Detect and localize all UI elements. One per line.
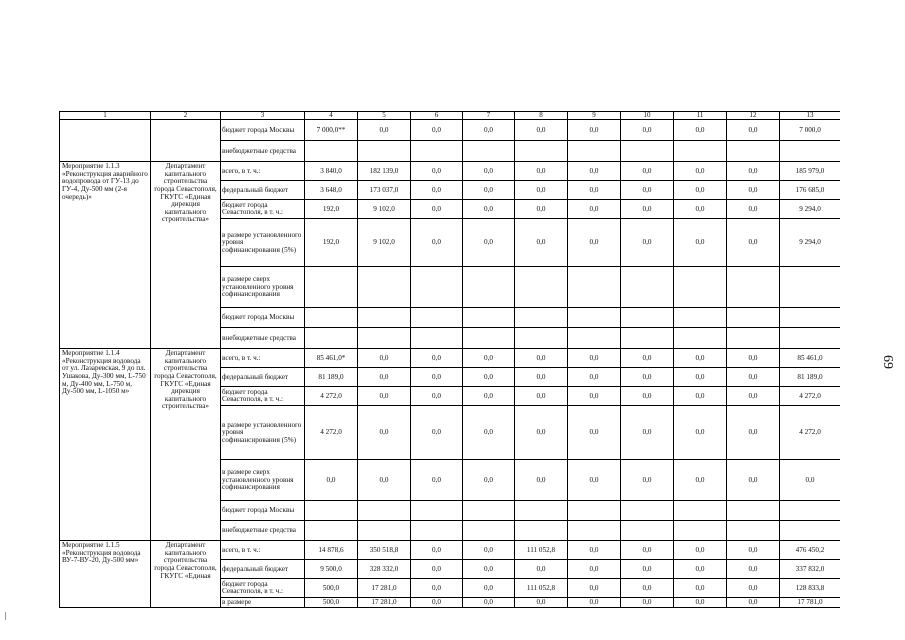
value-cell [463, 141, 515, 162]
value-cell [463, 501, 515, 521]
value-cell [411, 501, 463, 521]
activity-cell [60, 120, 151, 162]
funding-source-cell: внебюджетные средства [221, 141, 305, 162]
department-cell: Департамент капитального строительства города Севастополя, ГКУГС «Единая дирекция капитального строительства» [151, 162, 221, 349]
value-cell: 85 461,0* [305, 349, 358, 368]
activity-cell: Мероприятие 1.1.4 «Реконструкция водовода от ул. Лазаревская, 9 до пл. Ушакова, Ду-300 мм, L-750 м, Ду-400 мм, L-750 м, Ду-500 мм, L-1050 м» [60, 349, 151, 541]
value-cell [568, 521, 621, 541]
value-cell [780, 521, 841, 541]
value-cell: 111 052,8 [515, 579, 568, 598]
value-cell: 9 102,0 [358, 200, 411, 219]
value-cell: 4 272,0 [780, 406, 841, 460]
value-cell: 111 052,8 [515, 541, 568, 560]
value-cell: 0,0 [621, 579, 674, 598]
value-cell: 14 878,6 [305, 541, 358, 560]
value-cell: 192,0 [305, 200, 358, 219]
value-cell: 0,0 [411, 579, 463, 598]
value-cell [780, 328, 841, 349]
value-cell: 0,0 [568, 560, 621, 579]
value-cell: 0,0 [358, 349, 411, 368]
funding-source-cell: всего, в т. ч.: [221, 541, 305, 560]
column-number: 9 [568, 112, 621, 120]
value-cell: 0,0 [463, 219, 515, 267]
funding-source-cell: всего, в т. ч.: [221, 162, 305, 181]
value-cell [515, 328, 568, 349]
value-cell: 0,0 [568, 200, 621, 219]
value-cell: 0,0 [674, 387, 727, 406]
value-cell [568, 501, 621, 521]
value-cell [411, 328, 463, 349]
value-cell: 0,0 [674, 368, 727, 387]
value-cell: 0,0 [727, 541, 780, 560]
value-cell [621, 267, 674, 308]
value-cell [727, 328, 780, 349]
value-cell: 0,0 [621, 368, 674, 387]
value-cell: 0,0 [727, 219, 780, 267]
value-cell: 0,0 [358, 460, 411, 501]
value-cell: 0,0 [568, 406, 621, 460]
department-cell [151, 120, 221, 162]
value-cell: 0,0 [463, 579, 515, 598]
value-cell [411, 141, 463, 162]
value-cell: 500,0 [305, 579, 358, 598]
value-cell: 0,0 [727, 460, 780, 501]
column-number: 1 [60, 112, 151, 120]
value-cell: 0,0 [411, 387, 463, 406]
value-cell: 0,0 [515, 200, 568, 219]
value-cell: 0,0 [621, 560, 674, 579]
value-cell [515, 521, 568, 541]
value-cell: 4 272,0 [780, 387, 841, 406]
value-cell: 0,0 [463, 387, 515, 406]
value-cell: 0,0 [674, 541, 727, 560]
value-cell: 128 833,8 [780, 579, 841, 598]
funding-source-cell: бюджет города Севастополя, в т. ч.: [221, 579, 305, 598]
value-cell: 0,0 [621, 598, 674, 608]
value-cell: 0,0 [727, 387, 780, 406]
value-cell: 0,0 [621, 219, 674, 267]
value-cell [727, 521, 780, 541]
value-cell: 0,0 [727, 598, 780, 608]
value-cell [305, 308, 358, 328]
value-cell: 0,0 [463, 460, 515, 501]
value-cell [305, 267, 358, 308]
value-cell: 0,0 [621, 200, 674, 219]
value-cell [305, 328, 358, 349]
column-number: 8 [515, 112, 568, 120]
value-cell: 0,0 [674, 181, 727, 200]
value-cell: 17 781,0 [780, 598, 841, 608]
value-cell: 0,0 [411, 541, 463, 560]
column-number: 3 [221, 112, 305, 120]
value-cell: 0,0 [727, 560, 780, 579]
value-cell [674, 308, 727, 328]
value-cell [463, 267, 515, 308]
value-cell: 500,0 [305, 598, 358, 608]
value-cell [463, 521, 515, 541]
value-cell: 0,0 [727, 579, 780, 598]
value-cell: 3 648,0 [305, 181, 358, 200]
funding-source-cell: внебюджетные средства [221, 521, 305, 541]
value-cell: 0,0 [674, 598, 727, 608]
value-cell: 0,0 [568, 120, 621, 141]
value-cell [358, 308, 411, 328]
value-cell: 182 139,0 [358, 162, 411, 181]
value-cell [621, 308, 674, 328]
value-cell [727, 501, 780, 521]
value-cell: 9 294,0 [780, 200, 841, 219]
value-cell: 0,0 [515, 406, 568, 460]
value-cell: 4 272,0 [305, 387, 358, 406]
value-cell [463, 308, 515, 328]
value-cell: 0,0 [568, 181, 621, 200]
table-row [60, 120, 841, 141]
value-cell: 0,0 [727, 406, 780, 460]
value-cell: 0,0 [463, 560, 515, 579]
value-cell [358, 267, 411, 308]
table-row [60, 349, 841, 368]
value-cell [621, 521, 674, 541]
value-cell [674, 501, 727, 521]
funding-source-cell: в размере сверх установленного уровня софинансирования [221, 460, 305, 501]
column-number: 7 [463, 112, 515, 120]
value-cell [568, 328, 621, 349]
value-cell: 0,0 [463, 406, 515, 460]
column-number: 5 [358, 112, 411, 120]
value-cell [780, 267, 841, 308]
value-cell: 0,0 [674, 560, 727, 579]
value-cell: 7 000,0 [780, 120, 841, 141]
value-cell: 0,0 [727, 162, 780, 181]
value-cell [674, 267, 727, 308]
value-cell [358, 328, 411, 349]
value-cell: 81 189,0 [780, 368, 841, 387]
value-cell [515, 267, 568, 308]
value-cell: 0,0 [411, 460, 463, 501]
funding-source-cell: всего, в т. ч.: [221, 349, 305, 368]
column-number: 10 [621, 112, 674, 120]
value-cell: 0,0 [411, 598, 463, 608]
funding-source-cell: бюджет города Севастополя, в т. ч.: [221, 387, 305, 406]
value-cell [568, 141, 621, 162]
column-number: 11 [674, 112, 727, 120]
value-cell [621, 501, 674, 521]
value-cell: 0,0 [463, 181, 515, 200]
value-cell [568, 308, 621, 328]
value-cell [358, 501, 411, 521]
value-cell: 0,0 [463, 120, 515, 141]
value-cell: 0,0 [674, 406, 727, 460]
funding-source-cell: в размере [221, 598, 305, 608]
value-cell: 0,0 [727, 349, 780, 368]
value-cell: 0,0 [515, 368, 568, 387]
value-cell: 173 037,0 [358, 181, 411, 200]
value-cell [568, 267, 621, 308]
funding-source-cell: внебюджетные средства [221, 328, 305, 349]
value-cell: 0,0 [674, 349, 727, 368]
value-cell: 0,0 [411, 349, 463, 368]
value-cell: 0,0 [515, 181, 568, 200]
funding-source-cell: федеральный бюджет [221, 368, 305, 387]
value-cell: 0,0 [727, 368, 780, 387]
value-cell [780, 501, 841, 521]
funding-source-cell: бюджет города Севастополя, в т. ч.: [221, 200, 305, 219]
value-cell [780, 141, 841, 162]
column-number: 2 [151, 112, 221, 120]
value-cell: 328 332,0 [358, 560, 411, 579]
value-cell [515, 141, 568, 162]
value-cell [621, 141, 674, 162]
column-number: 12 [727, 112, 780, 120]
value-cell: 0,0 [674, 219, 727, 267]
value-cell: 0,0 [411, 200, 463, 219]
value-cell: 17 281,0 [358, 598, 411, 608]
value-cell: 0,0 [463, 598, 515, 608]
value-cell [674, 141, 727, 162]
page-number: 69 [880, 355, 895, 369]
value-cell: 0,0 [358, 406, 411, 460]
value-cell: 0,0 [515, 460, 568, 501]
column-number-row [60, 112, 841, 120]
value-cell: 0,0 [621, 460, 674, 501]
value-cell: 0,0 [411, 368, 463, 387]
document-sheet [59, 111, 840, 615]
value-cell: 0,0 [411, 120, 463, 141]
value-cell: 0,0 [568, 460, 621, 501]
value-cell: 0,0 [463, 200, 515, 219]
value-cell: 0,0 [515, 349, 568, 368]
value-cell: 337 832,0 [780, 560, 841, 579]
value-cell: 4 272,0 [305, 406, 358, 460]
value-cell [411, 308, 463, 328]
value-cell: 0,0 [621, 162, 674, 181]
funding-source-cell: в размере сверх установленного уровня софинансирования [221, 267, 305, 308]
scan-edge-mark [5, 612, 6, 620]
value-cell: 0,0 [674, 162, 727, 181]
value-cell: 0,0 [568, 387, 621, 406]
value-cell: 0,0 [727, 181, 780, 200]
value-cell [305, 141, 358, 162]
value-cell: 0,0 [568, 598, 621, 608]
funding-source-cell: бюджет города Москвы [221, 308, 305, 328]
value-cell: 0,0 [568, 368, 621, 387]
department-cell: Департамент капитального строительства города Севастополя, ГКУГС «Единая дирекция капитального строительства» [151, 349, 221, 541]
value-cell: 0,0 [568, 579, 621, 598]
value-cell: 0,0 [411, 219, 463, 267]
department-cell: Департамент капитального строительства города Севастополя, ГКУГС «Единая [151, 541, 221, 608]
value-cell: 0,0 [463, 162, 515, 181]
value-cell: 0,0 [463, 349, 515, 368]
value-cell [674, 328, 727, 349]
value-cell: 0,0 [568, 349, 621, 368]
value-cell: 0,0 [568, 541, 621, 560]
value-cell: 0,0 [727, 200, 780, 219]
value-cell: 0,0 [621, 541, 674, 560]
value-cell: 0,0 [674, 460, 727, 501]
value-cell: 7 000,0** [305, 120, 358, 141]
value-cell: 0,0 [727, 120, 780, 141]
value-cell: 0,0 [621, 406, 674, 460]
value-cell [305, 521, 358, 541]
value-cell [358, 141, 411, 162]
value-cell: 9 102,0 [358, 219, 411, 267]
value-cell [305, 501, 358, 521]
value-cell: 0,0 [515, 162, 568, 181]
column-number: 4 [305, 112, 358, 120]
value-cell [411, 521, 463, 541]
value-cell: 0,0 [358, 120, 411, 141]
value-cell: 350 518,8 [358, 541, 411, 560]
column-number: 13 [780, 112, 841, 120]
value-cell: 0,0 [621, 181, 674, 200]
value-cell: 192,0 [305, 219, 358, 267]
column-number: 6 [411, 112, 463, 120]
funding-source-cell: бюджет города Москвы [221, 120, 305, 141]
value-cell [674, 521, 727, 541]
table-row [60, 541, 841, 560]
value-cell [358, 521, 411, 541]
value-cell: 0,0 [358, 368, 411, 387]
table-row [60, 162, 841, 181]
value-cell: 0,0 [674, 120, 727, 141]
value-cell: 0,0 [568, 219, 621, 267]
activity-cell: Мероприятие 1.1.3 «Реконструкция аварийного водопровода от ГУ-13 до ГУ-4, Ду-500 мм (2-я очередь)» [60, 162, 151, 349]
value-cell: 0,0 [621, 349, 674, 368]
value-cell: 9 294,0 [780, 219, 841, 267]
value-cell: 0,0 [515, 120, 568, 141]
value-cell: 9 500,0 [305, 560, 358, 579]
value-cell: 176 685,0 [780, 181, 841, 200]
value-cell: 0,0 [515, 560, 568, 579]
value-cell: 0,0 [411, 181, 463, 200]
value-cell: 476 450,2 [780, 541, 841, 560]
funding-source-cell: федеральный бюджет [221, 181, 305, 200]
value-cell [515, 501, 568, 521]
funding-source-cell: бюджет города Москвы [221, 501, 305, 521]
value-cell: 0,0 [463, 541, 515, 560]
activity-cell: Мероприятие 1.1.5 «Реконструкция водовода ВУ-7-ВУ-20, Ду-500 мм» [60, 541, 151, 608]
value-cell [463, 328, 515, 349]
funding-source-cell: в размере установленного уровня софинансирования (5%) [221, 219, 305, 267]
value-cell [727, 267, 780, 308]
value-cell: 0,0 [515, 219, 568, 267]
value-cell: 0,0 [621, 387, 674, 406]
value-cell: 0,0 [568, 162, 621, 181]
value-cell: 0,0 [515, 598, 568, 608]
value-cell [621, 328, 674, 349]
value-cell [411, 267, 463, 308]
value-cell: 0,0 [674, 579, 727, 598]
budget-table [59, 111, 840, 608]
value-cell [780, 308, 841, 328]
value-cell: 0,0 [674, 200, 727, 219]
value-cell: 3 840,0 [305, 162, 358, 181]
value-cell: 81 189,0 [305, 368, 358, 387]
value-cell: 0,0 [780, 460, 841, 501]
value-cell: 0,0 [411, 162, 463, 181]
value-cell [727, 308, 780, 328]
value-cell: 0,0 [411, 560, 463, 579]
value-cell [727, 141, 780, 162]
value-cell: 0,0 [305, 460, 358, 501]
value-cell: 0,0 [411, 406, 463, 460]
value-cell [515, 308, 568, 328]
funding-source-cell: федеральный бюджет [221, 560, 305, 579]
value-cell: 0,0 [515, 387, 568, 406]
funding-source-cell: в размере установленного уровня софинансирования (5%) [221, 406, 305, 460]
value-cell: 0,0 [358, 387, 411, 406]
value-cell: 0,0 [463, 368, 515, 387]
value-cell: 0,0 [621, 120, 674, 141]
value-cell: 185 979,0 [780, 162, 841, 181]
value-cell: 85 461,0 [780, 349, 841, 368]
value-cell: 17 281,0 [358, 579, 411, 598]
